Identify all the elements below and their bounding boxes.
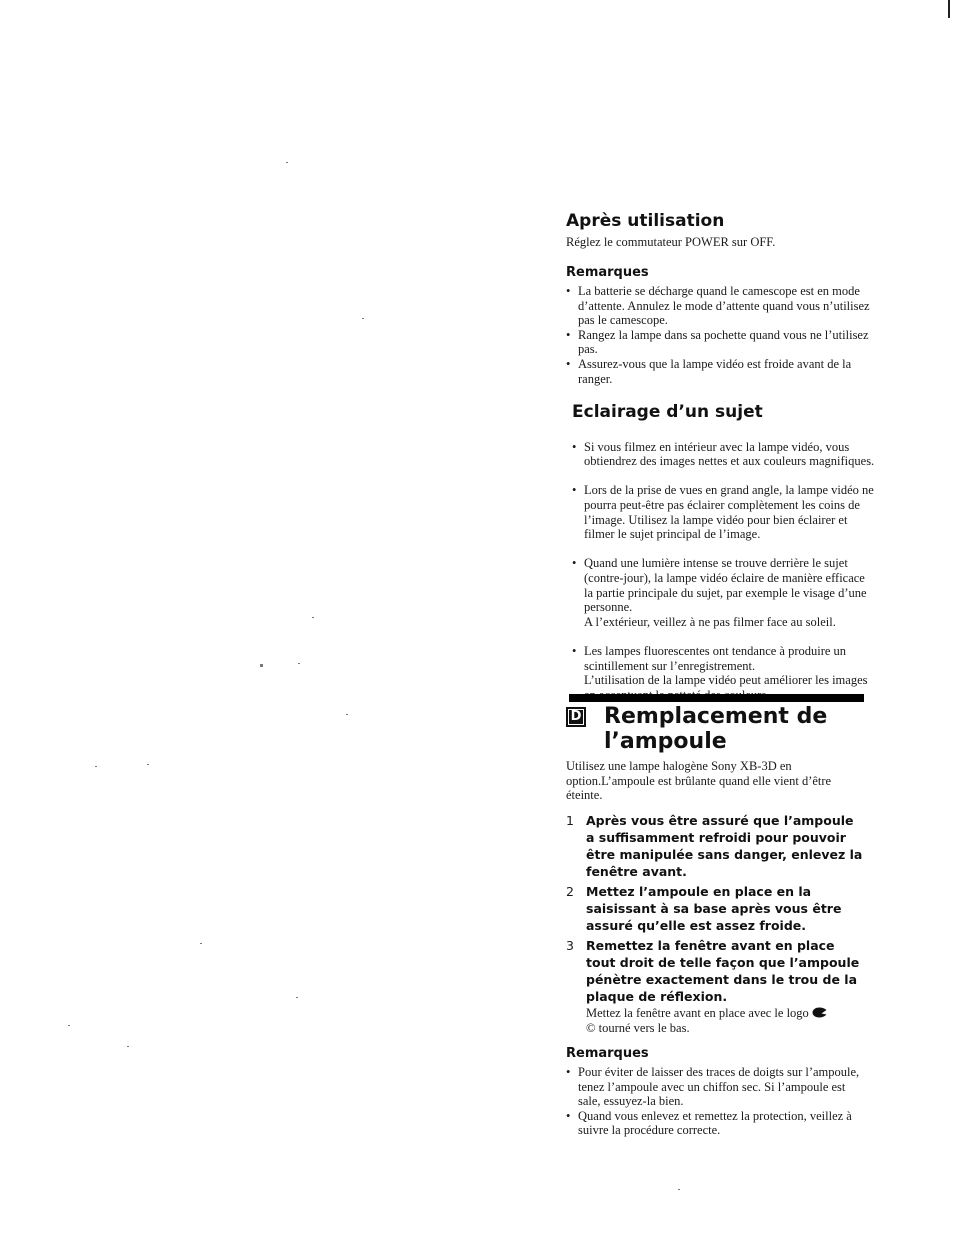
list-item: • Les lampes fluorescentes ont tendance à produire un scintillement sur l’enregistrement. L’utilisation de la lampe vidéo peut améliorer les images (572, 644, 876, 702)
step-number: 3 (566, 938, 574, 953)
scan-speck (286, 162, 288, 163)
scan-edge-mark (948, 0, 950, 18)
scan-speck (678, 1189, 680, 1190)
replacement-steps (566, 812, 866, 1038)
section-divider-bar (569, 694, 864, 702)
scan-speck (95, 766, 97, 767)
scan-speck (68, 1025, 70, 1026)
sony-logo-icon (812, 1007, 827, 1018)
list-item: • Rangez la lampe dans sa pochette quand vous ne l’utilisez pas. (566, 328, 876, 357)
list-item: • Lors de la prise de vues en grand angle, la lampe vidéo ne pourra peut-être pas éclairer complètement les coins de l’image. Utilisez la lampe vidéo pour bien éclairer et filmer le sujet principal de l’image. (572, 483, 876, 541)
step-note-text-2: © tourné vers le bas. (586, 1020, 690, 1035)
remarks-list (566, 1065, 866, 1138)
scan-speck (346, 714, 348, 715)
step-text: Après vous être assuré que l’ampoule a suffisamment refroidi pour pouvoir être manipulée sans danger, enlevez la fenêtre avant. (586, 813, 863, 879)
list-item: • Quand vous enlevez et remettez la protection, veillez à suivre la procédure correcte. (566, 1109, 866, 1138)
list-item: • Assurez-vous que la lampe vidéo est froide avant de la ranger. (566, 357, 876, 386)
section-eclairage (572, 401, 876, 717)
steps-list (566, 812, 866, 1035)
step-note (586, 1006, 866, 1035)
chapter-title (566, 704, 886, 754)
section-apres-utilisation (566, 210, 876, 250)
section-letter-badge (566, 707, 586, 727)
remarks-title: Remarques (566, 265, 649, 280)
section-title: Eclairage d’un sujet (572, 402, 763, 422)
scan-speck (312, 617, 314, 618)
scan-speck (147, 764, 149, 765)
title-line-1: Remplacement de (604, 704, 828, 729)
lighting-list (572, 425, 876, 717)
step-item (566, 883, 866, 934)
scan-speck (362, 318, 364, 319)
scan-speck (260, 664, 263, 667)
list-item: • Si vous filmez en intérieur avec la lampe vidéo, vous obtiendrez des images nettes et aux couleurs magnifiques. (572, 440, 876, 469)
instruction-text: Réglez le commutateur POWER sur OFF. (566, 235, 776, 249)
scan-speck (296, 997, 298, 998)
step-text: Mettez l’ampoule en place en la saisissant à sa base après vous être assuré qu’elle est assez froide. (586, 884, 842, 933)
badge-letter: D (568, 709, 584, 725)
step-note-text: Mettez la fenêtre avant en place avec le logo (586, 1006, 809, 1020)
list-item: • Pour éviter de laisser des traces de doigts sur l’ampoule, tenez l’ampoule avec un chiffon sec. Si l’ampoule est sale, essuyez-la bien. (566, 1065, 866, 1109)
replacement-intro (566, 759, 856, 803)
step-item (566, 812, 866, 880)
scan-speck (127, 1046, 129, 1047)
section-remarques-1 (566, 264, 876, 386)
list-item: • La batterie se décharge quand le camescope est en mode d’attente. Annulez le mode d’attente quand vous n’utilisez pas le camescope. (566, 284, 876, 328)
scan-speck (298, 663, 300, 664)
step-item (566, 937, 866, 1035)
step-text: Remettez la fenêtre avant en place tout droit de telle façon que l’ampoule pénètre exactement dans le trou de la plaque de réflexion. (586, 938, 860, 1004)
list-item: • Quand une lumière intense se trouve derrière le sujet (contre-jour), la lampe vidéo éclaire de manière efficace la partie principale du sujet, par exemple le visage d’une personne. A l’extérieur, veillez à ne pas filmer face au soleil. (572, 556, 876, 629)
remarks-title: Remarques (566, 1046, 649, 1061)
step-number: 2 (566, 884, 574, 899)
step-number: 1 (566, 813, 574, 828)
section-remarques-2 (566, 1045, 866, 1138)
remarks-list (566, 284, 876, 386)
scan-speck (200, 943, 202, 944)
intro-text: Utilisez une lampe halogène Sony XB-3D en option.L’ampoule est brûlante quand elle vient d’être éteinte. (566, 759, 832, 803)
section-title: Après utilisation (566, 211, 725, 231)
title-line-2: l’ampoule (604, 729, 727, 754)
